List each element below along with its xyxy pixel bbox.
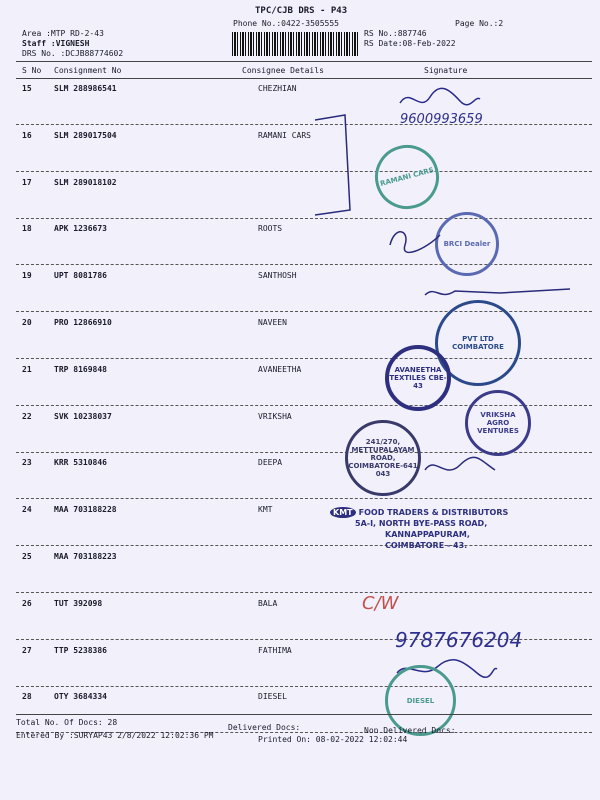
- row-consignee: AVANEETHA: [258, 365, 302, 374]
- row-sno: 17: [22, 178, 32, 187]
- stamp-kmt: [330, 507, 530, 551]
- stamp-brci: BRCI Dealer: [435, 212, 499, 276]
- stamp-ramani: RAMANI CARS: [368, 138, 446, 216]
- row-consignment-no: SLM 289017504: [54, 131, 117, 140]
- row-sno: 15: [22, 84, 32, 93]
- non-delivered-docs: Non Delivered Docs:: [364, 726, 456, 735]
- phone-number: Phone No.:0422-3505555: [233, 19, 339, 28]
- row-consignee: RAMANI CARS: [258, 131, 311, 140]
- row-consignee: NAVEEN: [258, 318, 287, 327]
- rs-number: RS No.:887746: [364, 29, 427, 38]
- row-consignment-no: PRO 12866910: [54, 318, 112, 327]
- kmt-line-3: KANNAPPAPURAM,: [385, 530, 470, 539]
- kmt-line-2: 5A-I, NORTH BYE-PASS ROAD,: [355, 519, 488, 528]
- row-consignment-no: TRP 8169848: [54, 365, 107, 374]
- row-consignment-no: MAA 703188228: [54, 505, 117, 514]
- stamp-avaneetha: AVANEETHA TEXTILES CBE-43: [385, 345, 451, 411]
- kmt-line-4: COIMBATORE - 43.: [385, 541, 468, 550]
- row-consignment-no: SLM 288986541: [54, 84, 117, 93]
- row-sno: 21: [22, 365, 32, 374]
- stamp-vriksha: VRIKSHA AGRO VENTURES: [465, 390, 531, 456]
- row-separator: [16, 218, 592, 219]
- signature-deepa: [420, 455, 500, 480]
- stamp-vguard: 241/270, METTUPALAYAM ROAD, COIMBATORE-641 043: [345, 420, 421, 496]
- handwritten-phone-2: 9787676204: [395, 628, 523, 652]
- signature-santhosh: [420, 283, 580, 303]
- column-signature: Signature: [424, 66, 468, 75]
- row-sno: 27: [22, 646, 32, 655]
- row-consignment-no: UPT 8081786: [54, 271, 107, 280]
- header-rule-top: [16, 61, 592, 62]
- row-sno: 19: [22, 271, 32, 280]
- row-separator: [16, 592, 592, 593]
- row-sno: 16: [22, 131, 32, 140]
- row-sno: 22: [22, 412, 32, 421]
- printed-on: Printed On: 08-02-2022 12:02:44: [258, 735, 408, 744]
- column-sno: S No: [22, 66, 42, 75]
- row-consignment-no: OTY 3684334: [54, 692, 107, 701]
- handwritten-cw: C/W: [362, 593, 399, 614]
- stamp-diesel: DIESEL: [385, 665, 456, 736]
- footer-rule: [16, 714, 592, 715]
- row-separator: [16, 686, 592, 687]
- row-sno: 20: [22, 318, 32, 327]
- row-consignment-no: APK 1236673: [54, 224, 107, 233]
- row-separator: [16, 498, 592, 499]
- document-title: TPC/CJB DRS - P43: [255, 6, 348, 16]
- row-consignee: DEEPA: [258, 458, 283, 467]
- column-consignee: Consignee Details: [242, 66, 324, 75]
- row-consignment-no: TTP 5238386: [54, 646, 107, 655]
- area-label: Area :MTP RD-2-43: [22, 29, 104, 38]
- row-sno: 24: [22, 505, 32, 514]
- row-consignee: KMT: [258, 505, 273, 514]
- barcode: [232, 32, 360, 56]
- row-separator: [16, 124, 592, 125]
- row-consignee: CHEZHIAN: [258, 84, 297, 93]
- row-consignment-no: MAA 703188223: [54, 552, 117, 561]
- row-consignment-no: TUT 392098: [54, 599, 103, 608]
- row-sno: 26: [22, 599, 32, 608]
- row-sno: 25: [22, 552, 32, 561]
- entered-by: Entered By :SURYAP43 2/8/2022 12:02:36 PM: [16, 731, 214, 740]
- row-sno: 23: [22, 458, 32, 467]
- row-consignment-no: SVK 10238037: [54, 412, 112, 421]
- row-sno: 28: [22, 692, 32, 701]
- rs-date: RS Date:08-Feb-2022: [364, 39, 456, 48]
- kmt-logo: KMT: [330, 507, 356, 518]
- total-docs: Total No. Of Docs: 28: [16, 718, 118, 727]
- row-sno: 18: [22, 224, 32, 233]
- row-consignee: DIESEL: [258, 692, 287, 701]
- signature-scrawl: [310, 110, 370, 230]
- row-consignee: SANTHOSH: [258, 271, 297, 280]
- row-separator: [16, 264, 592, 265]
- stamp-pvt-ltd: PVT LTD COIMBATORE: [435, 300, 521, 386]
- staff-label: Staff :VIGNESH: [22, 39, 90, 48]
- page-number: Page No.:2: [455, 19, 504, 28]
- row-consignment-no: KRR 5310846: [54, 458, 107, 467]
- row-consignee: BALA: [258, 599, 278, 608]
- row-separator: [16, 171, 592, 172]
- row-consignment-no: SLM 289018102: [54, 178, 117, 187]
- handwritten-phone-1: 9600993659: [400, 112, 483, 127]
- header-rule-bottom: [16, 78, 592, 79]
- row-consignee: VRIKSHA: [258, 412, 292, 421]
- kmt-line-1: FOOD TRADERS & DISTRIBUTORS: [358, 508, 509, 517]
- drs-number: DRS No. :DCJB88774602: [22, 49, 124, 58]
- row-consignee: ROOTS: [258, 224, 283, 233]
- column-consignment: Consignment No: [54, 66, 122, 75]
- signature-chezhian: [395, 85, 485, 115]
- row-consignee: FATHIMA: [258, 646, 292, 655]
- signature-roots: [385, 225, 445, 255]
- delivered-docs: Delivered Docs:: [228, 723, 301, 732]
